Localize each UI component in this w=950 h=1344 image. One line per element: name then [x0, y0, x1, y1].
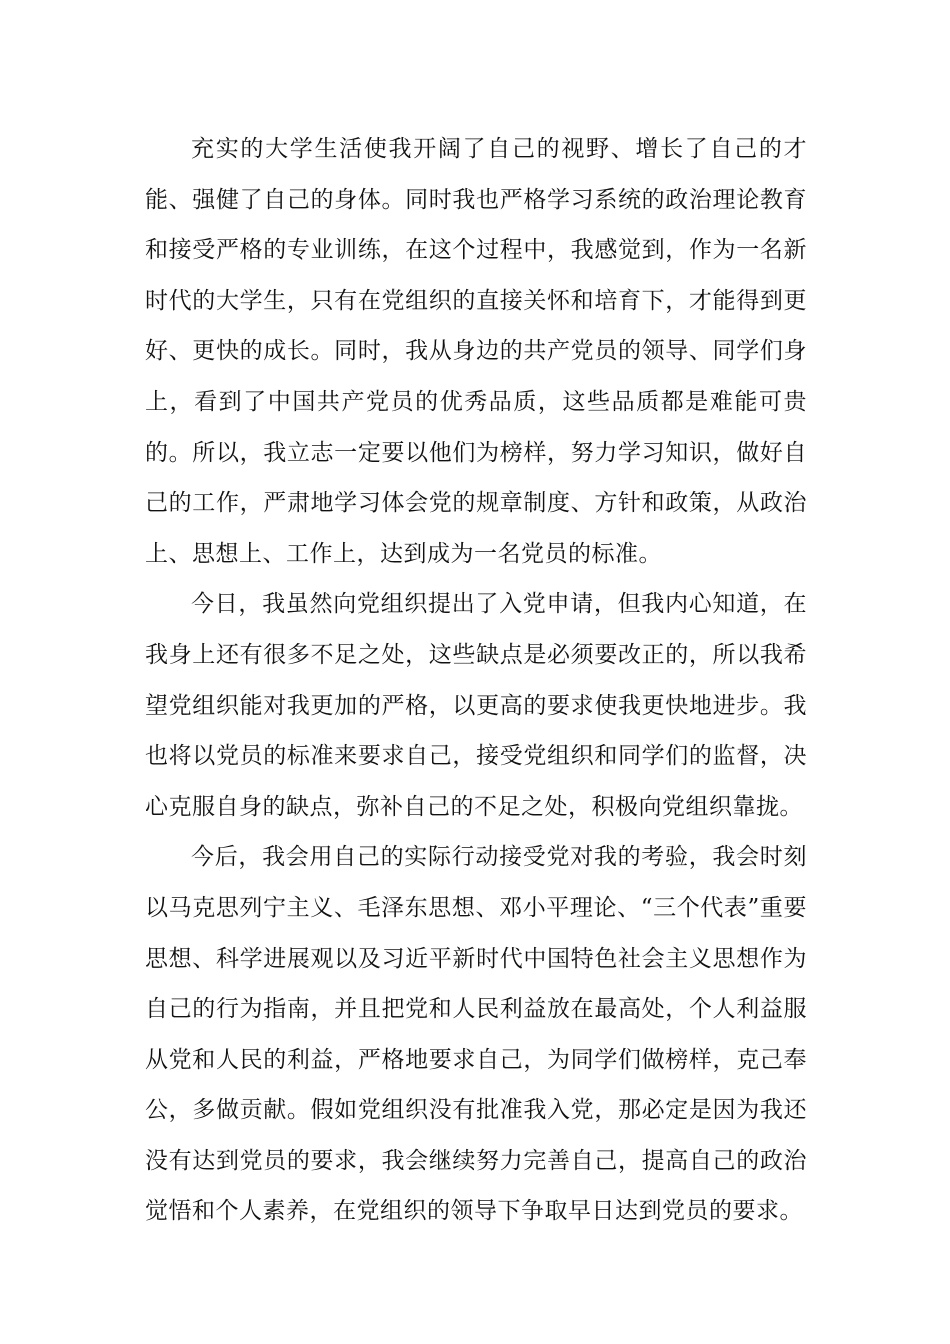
document-body	[145, 124, 807, 1237]
paragraph-1: 充实的大学生活使我开阔了自己的视野、增长了自己的才能、强健了自己的身体。同时我也严格学习系统的政治理论教育和接受严格的专业训练，在这个过程中，我感觉到，作为一名新时代的大学生，只有在党组织的直接关怀和培育下，才能得到更好、更快的成长。同时，我从身边的共产党员的领导、同学们身上，看到了中国共产党员的优秀品质，这些品质都是难能可贵的。所以，我立志一定要以他们为榜样，努力学习知识，做好自己的工作，严肃地学习体会党的规章制度、方针和政策，从政治上、思想上、工作上，达到成为一名党员的标准。	[145, 136, 807, 567]
paragraph-2: 今日，我虽然向党组织提出了入党申请，但我内心知道，在我身上还有很多不足之处，这些缺点是必须要改正的，所以我希望党组织能对我更加的严格，以更高的要求使我更快地进步。我也将以党员的标准来要求自己，接受党组织和同学们的监督，决心克服自身的缺点，弥补自己的不足之处，积极向党组织靠拢。	[145, 591, 807, 820]
paragraph-3: 今后，我会用自己的实际行动接受党对我的考验，我会时刻以马克思列宁主义、毛泽东思想、邓小平理论、“三个代表”重要思想、科学进展观以及习近平新时代中国特色社会主义思想作为自己的行为指南，并且把党和人民利益放在最高处，个人利益服从党和人民的利益，严格地要求自己，为同学们做榜样，克己奉公，多做贡献。假如党组织没有批准我入党，那必定是因为我还没有达到党员的要求，我会继续努力完善自己，提高自己的政治觉悟和个人素养，在党组织的领导下争取早日达到党员的要求。	[145, 844, 807, 1225]
